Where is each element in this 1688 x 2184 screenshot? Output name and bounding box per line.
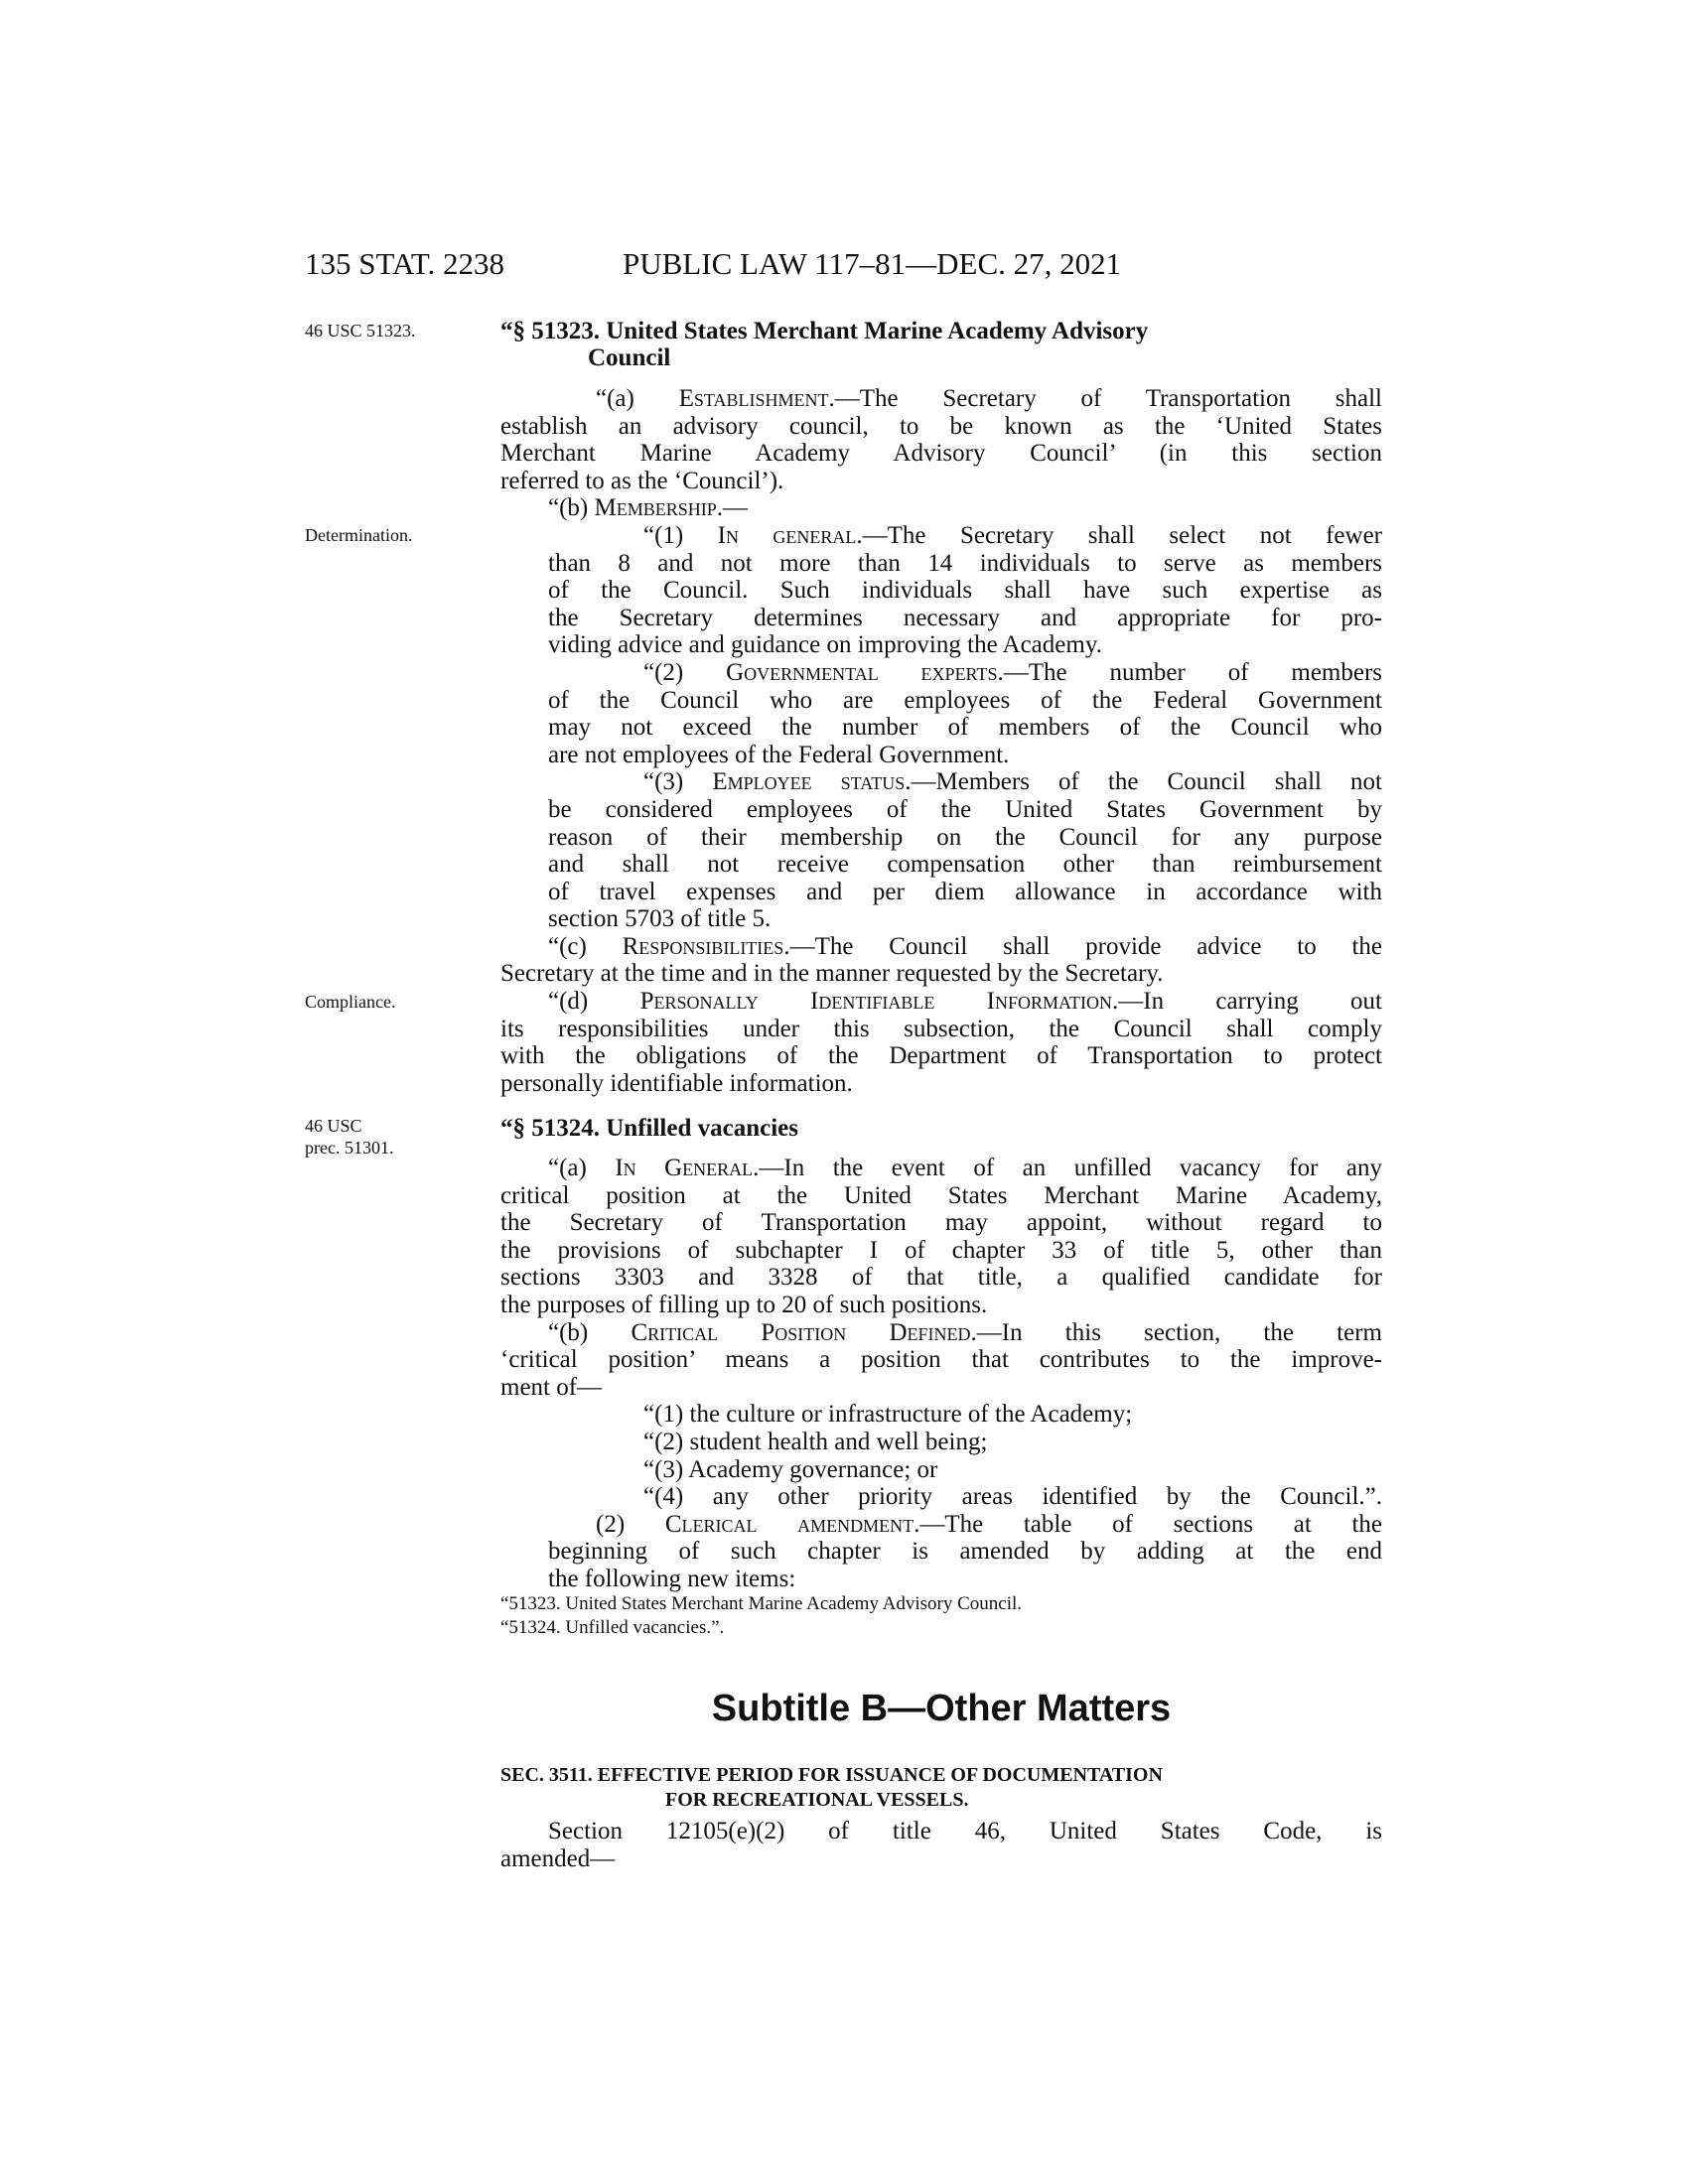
toc-item: “51324. Unfilled vacancies.”. bbox=[500, 1617, 725, 1638]
section-51323-heading bbox=[500, 318, 1382, 371]
section-51323-heading-line1: “§ 51323. United States Merchant Marine Academy Advisory bbox=[500, 318, 1149, 344]
clerical-amendment: (2) Clerical amendment.—The table of sections at the beginning of such chapter is amended by adding at the end the following new items: bbox=[548, 1510, 1383, 1592]
section-51324-body bbox=[500, 1155, 1382, 1593]
section-3511-heading bbox=[500, 1763, 1382, 1813]
statute-page-number: 135 STAT. 2238 bbox=[305, 246, 505, 281]
subsection-b-membership: “(b) Membership.— “(1) In general.—The Secretary shall select not fewer than 8 and not more than 14 individuals to serve as members of the Council. Such individuals shall have such expertise as the Secretary determines necessary and appropriate for pro- viding advice and guidance on improving the Academy. “(2) Governmental experts.—The number of members of the Council who are employees of the Federal Government may not exceed the number of members of the Council who are not employees of the Federal Government. “(3) Employee status.—Members of the Council shall not be considered employees of the United States Government by reason of their membership on the Council for any purpose and shall not receive compensation other than reimbursement of travel expenses and per diem allowance in accordance with section 5703 of title 5. bbox=[500, 494, 1382, 933]
section-3511-body: Section 12105(e)(2) of title 46, United States Code, is amended— bbox=[500, 1818, 1382, 1872]
paragraph-1-caption: In general bbox=[717, 521, 857, 549]
list-item: “(2) student health and well being; bbox=[643, 1428, 988, 1455]
paragraph-2-caption: Governmental experts bbox=[726, 658, 998, 686]
critical-position-list bbox=[500, 1401, 1382, 1510]
toc-item: “51323. United States Merchant Marine Academy Advisory Council. bbox=[500, 1593, 1023, 1614]
public-law-citation: PUBLIC LAW 117–81—DEC. 27, 2021 bbox=[623, 246, 1122, 281]
subsection-a-caption: Establishment bbox=[678, 385, 829, 412]
margin-note-usc-prec-line2: prec. 51301. bbox=[305, 1138, 394, 1158]
paragraph-2-governmental-experts: “(2) Governmental experts.—The number of members of the Council who are employees of the Federal Government may not exceed the number of members of the Council who are not employees of the Federal Government. bbox=[548, 658, 1383, 768]
table-of-sections-items bbox=[500, 1592, 1382, 1640]
margin-note-usc-prec-line1: 46 USC bbox=[305, 1116, 362, 1136]
margin-note-determination: Determination. bbox=[305, 525, 413, 545]
subsection-b-critical-caption: Critical Position Defined bbox=[631, 1318, 971, 1346]
margin-note-usc-prec bbox=[305, 1115, 474, 1159]
paragraph-3-employee-status: “(3) Employee status.—Members of the Council shall not be considered employees of the United States Government by reason of their membership on the Council for any purpose and shall not receive compensation other than reimbursement of travel expenses and per diem allowance in accordance with section 5703 of title 5. bbox=[548, 768, 1382, 933]
subsection-c-responsibilities: “(c) Responsibilities.—The Council shall provide advice to the Secretary at the time and in the manner requested by the Secretary. bbox=[500, 932, 1383, 988]
list-item: “(4) any other priority areas identified by the Council.”. bbox=[643, 1483, 1382, 1511]
subsection-d-personally-identifiable-information: “(d) Personally Identifiable Information.—In carrying out its responsibilities under this subsection, the Council shall comply with the obligations of the Department of Transportation to protect personally identifiable information. bbox=[500, 988, 1383, 1097]
subsection-d-caption: Personally Identifiable Information bbox=[639, 988, 1113, 1016]
margin-note-usc-51323: 46 USC 51323. bbox=[305, 321, 416, 341]
clerical-amendment-caption: Clerical amendment bbox=[664, 1510, 914, 1538]
subsection-a-in-general: “(a) In General.—In the event of an unfilled vacancy for any critical position at the United States Merchant Marine Academy, the Secretary of Transportation may appoint, without regard to the provisions of subchapter I of chapter 33 of title 5, other than sections 3303 and 3328 of that title, a qualified candidate for the purposes of filling up to 20 of such positions. bbox=[500, 1155, 1383, 1318]
section-3511-heading-line2: FOR RECREATIONAL VESSELS. bbox=[665, 1789, 969, 1811]
subsection-a-establishment: “(a) Establishment.—The Secretary of Transportation shall establish an advisory council, to be known as the ‘United States Merchant Marine Academy Advisory Council’ (in this section referred to as the ‘Council’). bbox=[500, 385, 1382, 494]
margin-note-compliance: Compliance. bbox=[305, 992, 396, 1012]
section-51324-heading: “§ 51324. Unfilled vacancies bbox=[500, 1115, 798, 1142]
paragraph-1-in-general: “(1) In general.—The Secretary shall select not fewer than 8 and not more than 14 individuals to serve as members of the Council. Such individuals shall have such expertise as the Secretary determines necessary and appropriate for pro- viding advice and guidance on improving the Academy. bbox=[548, 521, 1382, 659]
paragraph-3-caption: Employee status bbox=[712, 768, 906, 796]
section-51323-body bbox=[500, 385, 1382, 1097]
subsection-a-general-caption: In General bbox=[615, 1155, 754, 1181]
list-item: “(3) Academy governance; or bbox=[643, 1455, 938, 1483]
page-header bbox=[305, 244, 1387, 284]
subsection-b-critical-position-defined: “(b) Critical Position Defined.—In this section, the term ‘critical position’ means a position that contributes to the improve- ment of— bbox=[500, 1318, 1382, 1401]
subsection-b-caption: Membership bbox=[594, 494, 717, 522]
section-3511-heading-line1: SEC. 3511. EFFECTIVE PERIOD FOR ISSUANCE OF DOCUMENTATION bbox=[500, 1764, 1163, 1786]
section-51323-heading-line2: Council bbox=[588, 344, 671, 371]
subtitle-heading: Subtitle B—Other Matters bbox=[711, 1688, 1172, 1729]
list-item: “(1) the culture or infrastructure of the Academy; bbox=[643, 1401, 1133, 1429]
subsection-c-caption: Responsibilities bbox=[622, 932, 784, 960]
